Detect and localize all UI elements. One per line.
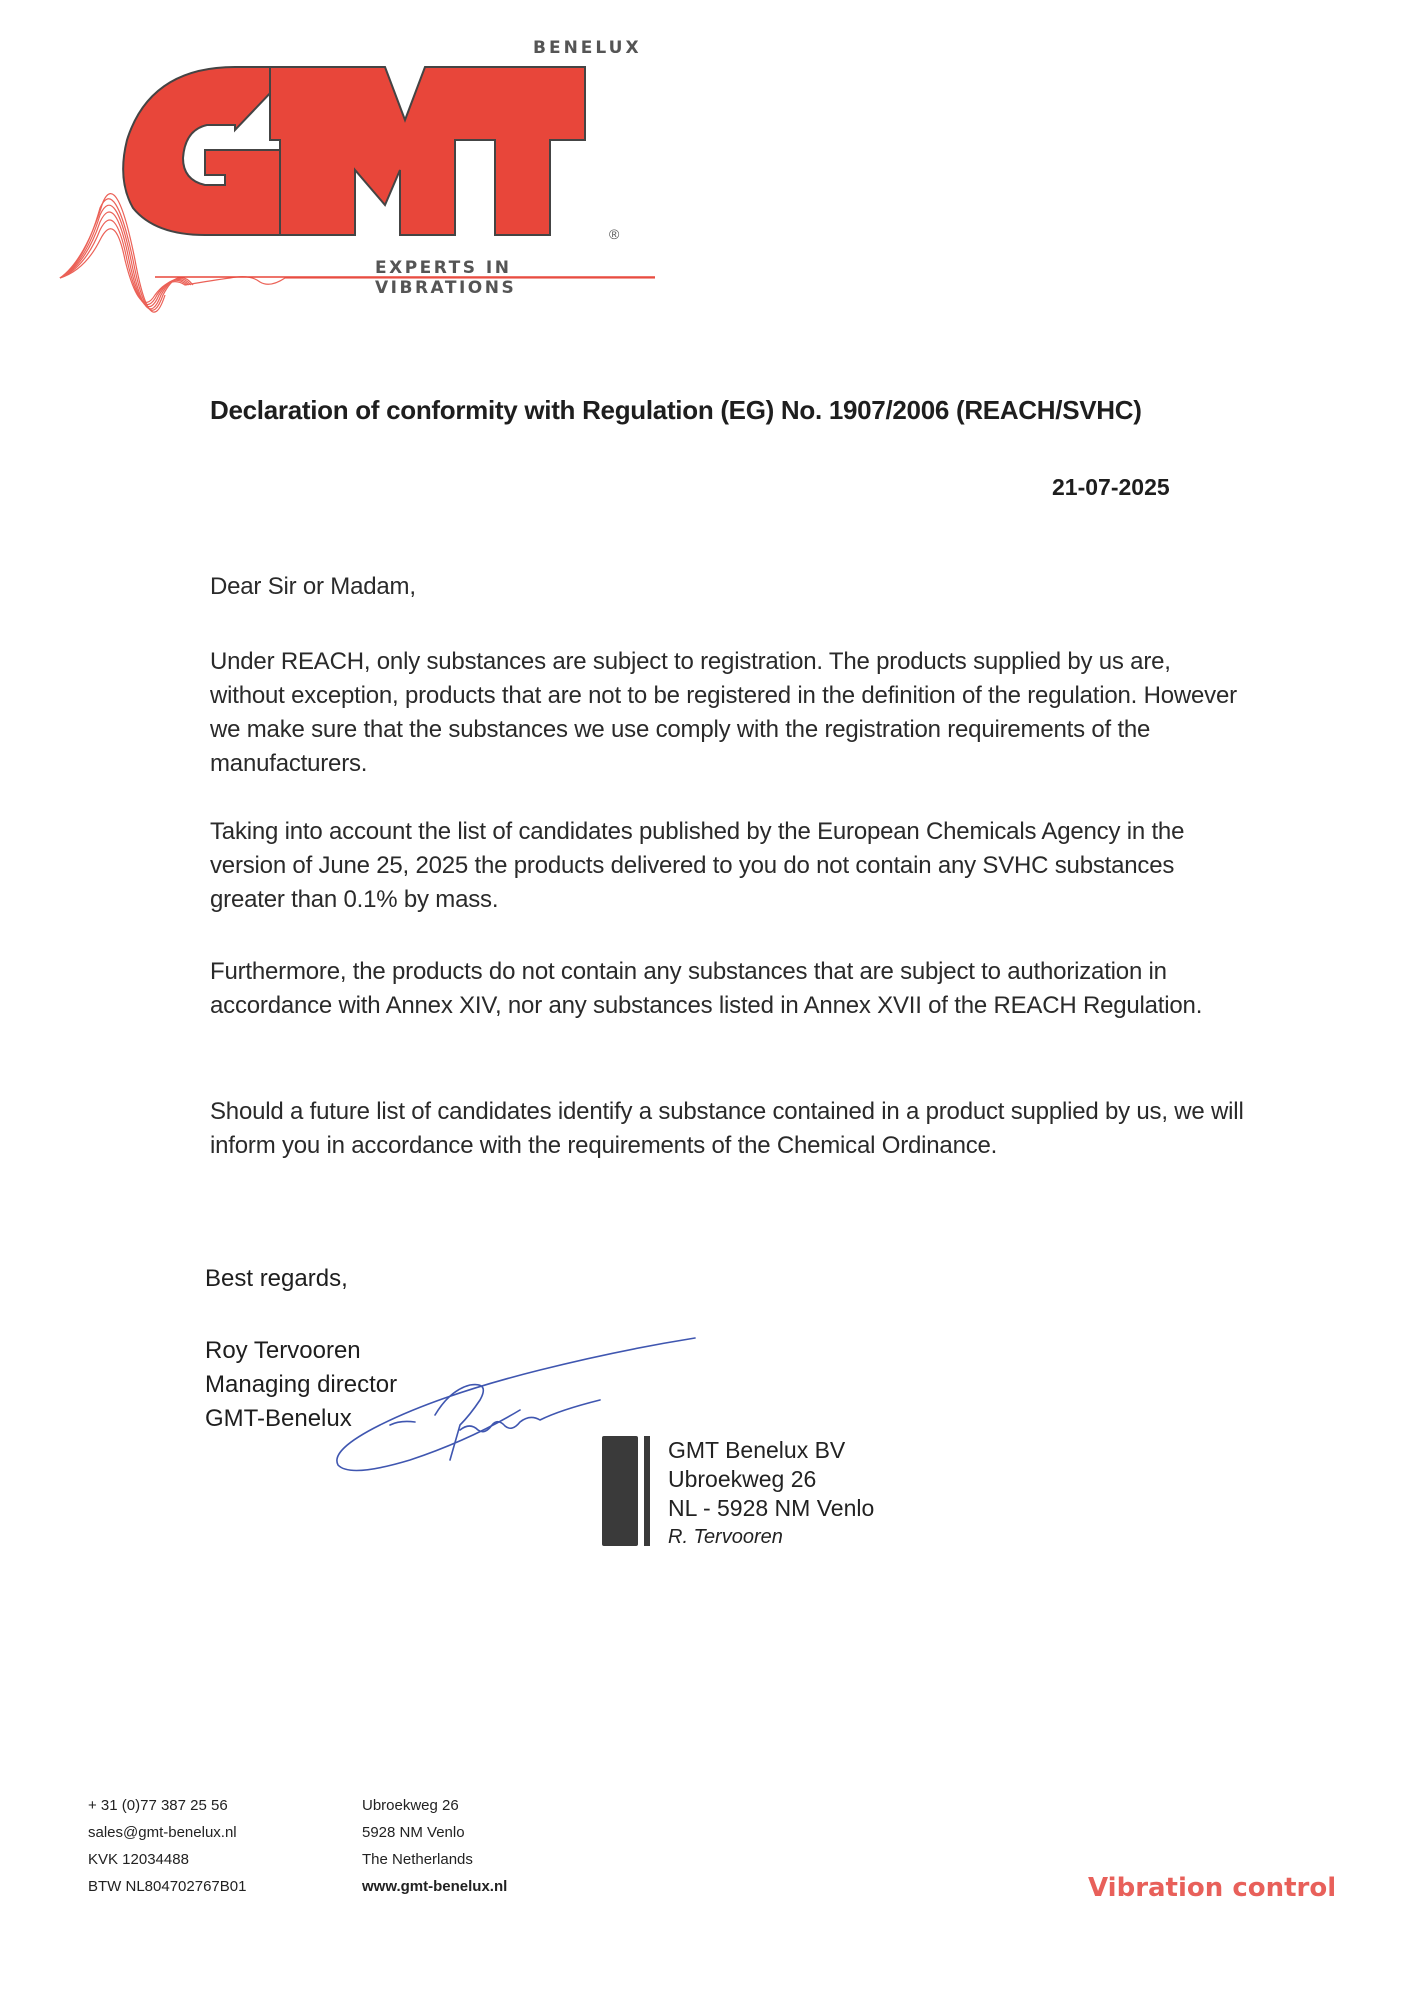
footer-tagline: Vibration control [1088,1873,1337,1903]
paragraph-annex: Furthermore, the products do not contain any substances that are subject to authorization in accordance with Annex XIV, nor any substances listed in Annex XVII of the REACH Regulation. [210,958,1203,1019]
document-date: 21-07-2025 [1052,474,1170,500]
stamp-signer: R. Tervooren [668,1526,783,1548]
footer-website-link[interactable]: www.gmt-benelux.nl [362,1878,508,1895]
footer-street: Ubroekweg 26 [362,1797,459,1814]
footer-phone: + 31 (0)77 387 25 56 [88,1797,228,1814]
signer-role: Managing director [205,1371,398,1398]
logo-region-label: BENELUX [533,38,642,58]
stamp-divider [644,1436,650,1546]
gmt-logo-graphic [55,30,655,350]
document-title: Declaration of conformity with Regulation (EG) No. 1907/2006 (REACH/SVHC) [210,395,1142,425]
stamp-city: NL - 5928 NM Venlo [668,1495,875,1521]
registered-mark: ® [609,226,620,242]
logo-tagline: EXPERTS IN VIBRATIONS [375,258,517,298]
signer-name: Roy Tervooren [205,1337,361,1364]
signer-company: GMT-Benelux [205,1405,352,1432]
company-stamp [602,1436,902,1546]
paragraph-future: Should a future list of candidates identify a substance contained in a product supplied by us, we will inform you in accordance with the requirements of the Chemical Ordinance. [210,1098,1244,1159]
footer-city: 5928 NM Venlo [362,1824,465,1841]
closing: Best regards, [205,1265,348,1292]
footer-country: The Netherlands [362,1851,473,1868]
footer-kvk: KVK 12034488 [88,1851,189,1868]
stamp-street: Ubroekweg 26 [668,1466,817,1492]
paragraph-svhc: Taking into account the list of candidates published by the European Chemicals Agency in the version of June 25, 2025 the products delivered to you do not contain any SVHC substances greater than 0.1% by mass. [210,818,1185,913]
footer-contact [88,1792,246,1900]
gmt-logo [55,30,655,350]
stamp-gmt-icon [602,1436,638,1546]
paragraph-registration: Under REACH, only substances are subject to registration. The products supplied by us are, without exception, products that are not to be registered in the definition of the regulation. However we make sure that the substances we use comply with the registration requirements of the manufacturers. [210,648,1237,777]
stamp-company: GMT Benelux BV [668,1437,846,1463]
footer-email[interactable]: sales@gmt-benelux.nl [88,1824,237,1841]
greeting: Dear Sir or Madam, [210,573,416,600]
footer-address [362,1792,507,1900]
footer-btw: BTW NL804702767B01 [88,1878,247,1895]
